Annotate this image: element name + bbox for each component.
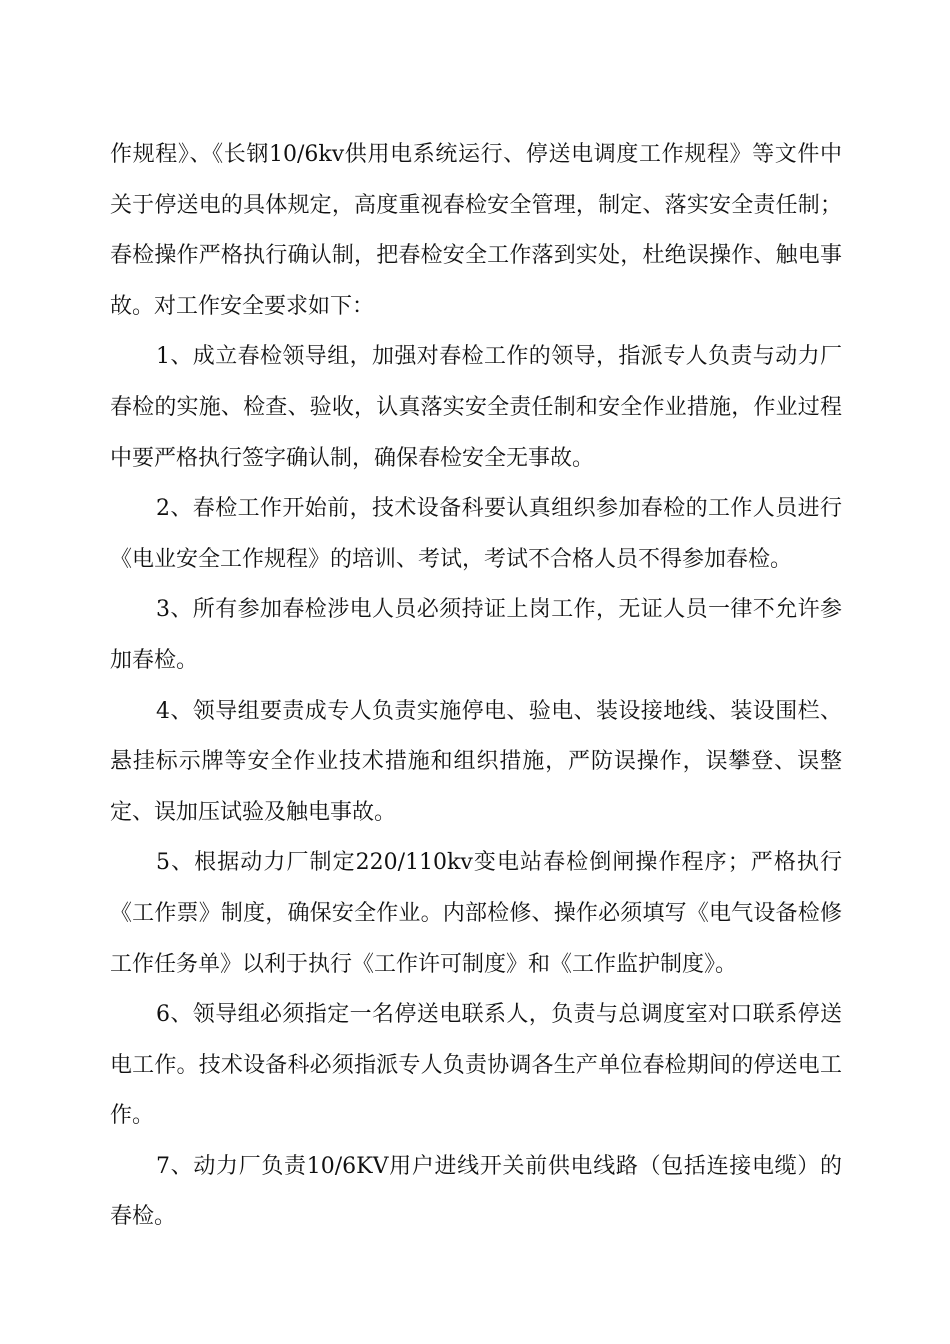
paragraph-item-4: 4、领导组要责成专人负责实施停电、验电、装设接地线、装设围栏、悬挂标示牌等安全作业技术措施和组织措施，严防误操作，误攀登、误整定、误加压试验及触电事故。 [110,698,842,825]
paragraph-item-3: 3、所有参加春检涉电人员必须持证上岗工作，无证人员一律不允许参加春检。 [110,597,842,673]
paragraph-item-1: 1、成立春检领导组，加强对春检工作的领导，指派专人负责与动力厂春检的实施、检查、验收，认真落实安全责任制和安全作业措施，作业过程中要严格执行签字确认制，确保春检安全无事故。 [110,344,842,471]
paragraph-item-6: 6、领导组必须指定一名停送电联系人，负责与总调度室对口联系停送电工作。技术设备科必须指派专人负责协调各生产单位春检期间的停送电工作。 [110,1002,842,1129]
paragraph-item-5: 5、根据动力厂制定220/110kv变电站春检倒闸操作程序；严格执行《工作票》制度，确保安全作业。内部检修、操作必须填写《电气设备检修工作任务单》以利于执行《工作许可制度》和《工作监护制度》。 [110,850,842,977]
paragraph-item-2: 2、春检工作开始前，技术设备科要认真组织参加春检的工作人员进行《电业安全工作规程》的培训、考试，考试不合格人员不得参加春检。 [110,496,842,572]
paragraph-item-7: 7、动力厂负责10/6KV用户进线开关前供电线路（包括连接电缆）的春检。 [110,1153,842,1230]
document-body [110,130,842,1243]
paragraph-intro-continuation: 作规程》、《长钢10/6kv供用电系统运行、停送电调度工作规程》等文件中关于停送电的具体规定，高度重视春检安全管理，制定、落实安全责任制；春检操作严格执行确认制，把春检安全工作落到实处，杜绝误操作、触电事故。对工作安全要求如下： [110,142,842,319]
